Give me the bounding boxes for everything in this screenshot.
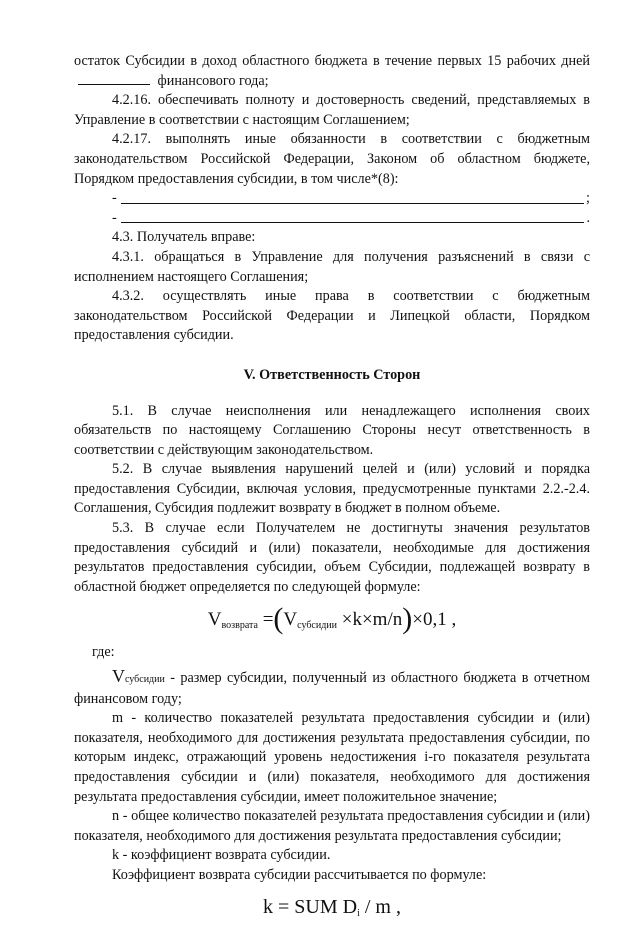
line-end-punct: ;: [586, 190, 590, 207]
dash-marker: -: [112, 190, 117, 207]
blank-field: [78, 72, 150, 85]
blank-line-item: [74, 209, 590, 229]
formula-operator: =: [262, 609, 274, 631]
formula-paren: ): [402, 602, 413, 636]
formula-expression: k = SUM D: [263, 895, 358, 918]
dash-marker: -: [112, 209, 117, 226]
paragraph-5-1: 5.1. В случае неисполнения или ненадлежащего исполнения своих обязательств по настоящему Соглашению Стороны несут ответственность в соответствии с действующим законодательством.: [74, 402, 590, 458]
formula-symbol: V: [207, 609, 222, 631]
formula-paren: (: [273, 602, 284, 636]
formula-subscript: i: [357, 907, 360, 919]
paragraph-remaining-subsidy: [74, 52, 590, 91]
refund-formula: [74, 599, 590, 639]
paragraph-4-2-17: 4.2.17. выполнять иные обязанности в соответствии с бюджетным законодательством Российской Федерации, Законом об областном бюджете, Порядком предоставления субсидии, в том числе*(8):: [74, 131, 590, 187]
blank-line-item: [74, 189, 590, 209]
formula-subscript: субсидии: [125, 674, 165, 686]
paragraph-5-2: 5.2. В случае выявления нарушений целей и (или) условий и порядка предоставления Субсидии, включая условия, предусмотренные пунктами 2.2.-2.4. Соглашения, Субсидия подлежит возврату в бюджет в полном объеме.: [74, 461, 590, 517]
paragraph-text: остаток Субсидии в доход областного бюджета в течение первых 15 рабочих дней: [74, 53, 590, 69]
line-end-punct: .: [586, 209, 590, 226]
paragraph-4-3-2: 4.3.2. осуществлять иные права в соответствии с бюджетным законодательством Российской Федерации и Липецкой области, Порядком предоставления субсидии.: [74, 288, 590, 344]
definition-n: n - общее количество показателей результата предоставления субсидии и (или) показателя, необходимого для достижения результата предоставления субсидии;: [74, 808, 590, 844]
where-label: где:: [92, 644, 115, 661]
section-heading: V. Ответственность Сторон: [243, 366, 421, 383]
paragraph-4-2-16: 4.2.16. обеспечивать полноту и достоверность сведений, представляемых в Управление в соответствии с настоящим Соглашением;: [74, 92, 590, 128]
formula-subscript: возврата: [221, 620, 258, 632]
formula-symbol: V: [112, 666, 125, 687]
formula-subscript: субсидии: [297, 620, 337, 632]
paragraph-4-3: 4.3. Получатель вправе:: [112, 229, 256, 246]
coefficient-formula: [74, 890, 590, 924]
formula-expression-tail: / m ,: [359, 895, 401, 918]
document-body: [74, 52, 590, 924]
formula-expression-tail: ×0,1 ,: [412, 609, 457, 631]
k-formula-intro: Коэффициент возврата субсидии рассчитывается по формуле:: [112, 866, 487, 883]
blank-rule: [121, 203, 584, 204]
paragraph-text-tail: финансового года;: [157, 72, 269, 89]
definition-text: - размер субсидии, полученный из областного бюджета в отчетном финансовом году;: [74, 670, 590, 707]
blank-rule: [121, 222, 585, 223]
definition-k: k - коэффициент возврата субсидии.: [112, 847, 331, 864]
paragraph-5-3: 5.3. В случае если Получателем не достигнуты значения результатов предоставления субсидий и (или) показатели, необходимые для достижения результатов предоставления субсидии, объем Субсидии, подлежащей возврату в областной бюджет определяется по следующей формуле:: [74, 520, 590, 595]
paragraph-4-3-1: 4.3.1. обращаться в Управление для получения разъяснений в связи с исполнением настоящего Соглашения;: [74, 248, 590, 285]
formula-symbol: V: [283, 609, 298, 631]
definition-m: m - количество показателей результата предоставления субсидии и (или) показателя, необходимого для достижения результата предоставления субсидии, по которым индекс, отражающий уровень недостижения i-го показателя результата предоставления субсидии и (или) показателя, необходимого для достижения результата предоставления субсидии, имеет положительное значение;: [74, 710, 590, 805]
definition-v-subsidy: [74, 667, 590, 709]
formula-expression: ×k×m/n: [341, 609, 403, 631]
